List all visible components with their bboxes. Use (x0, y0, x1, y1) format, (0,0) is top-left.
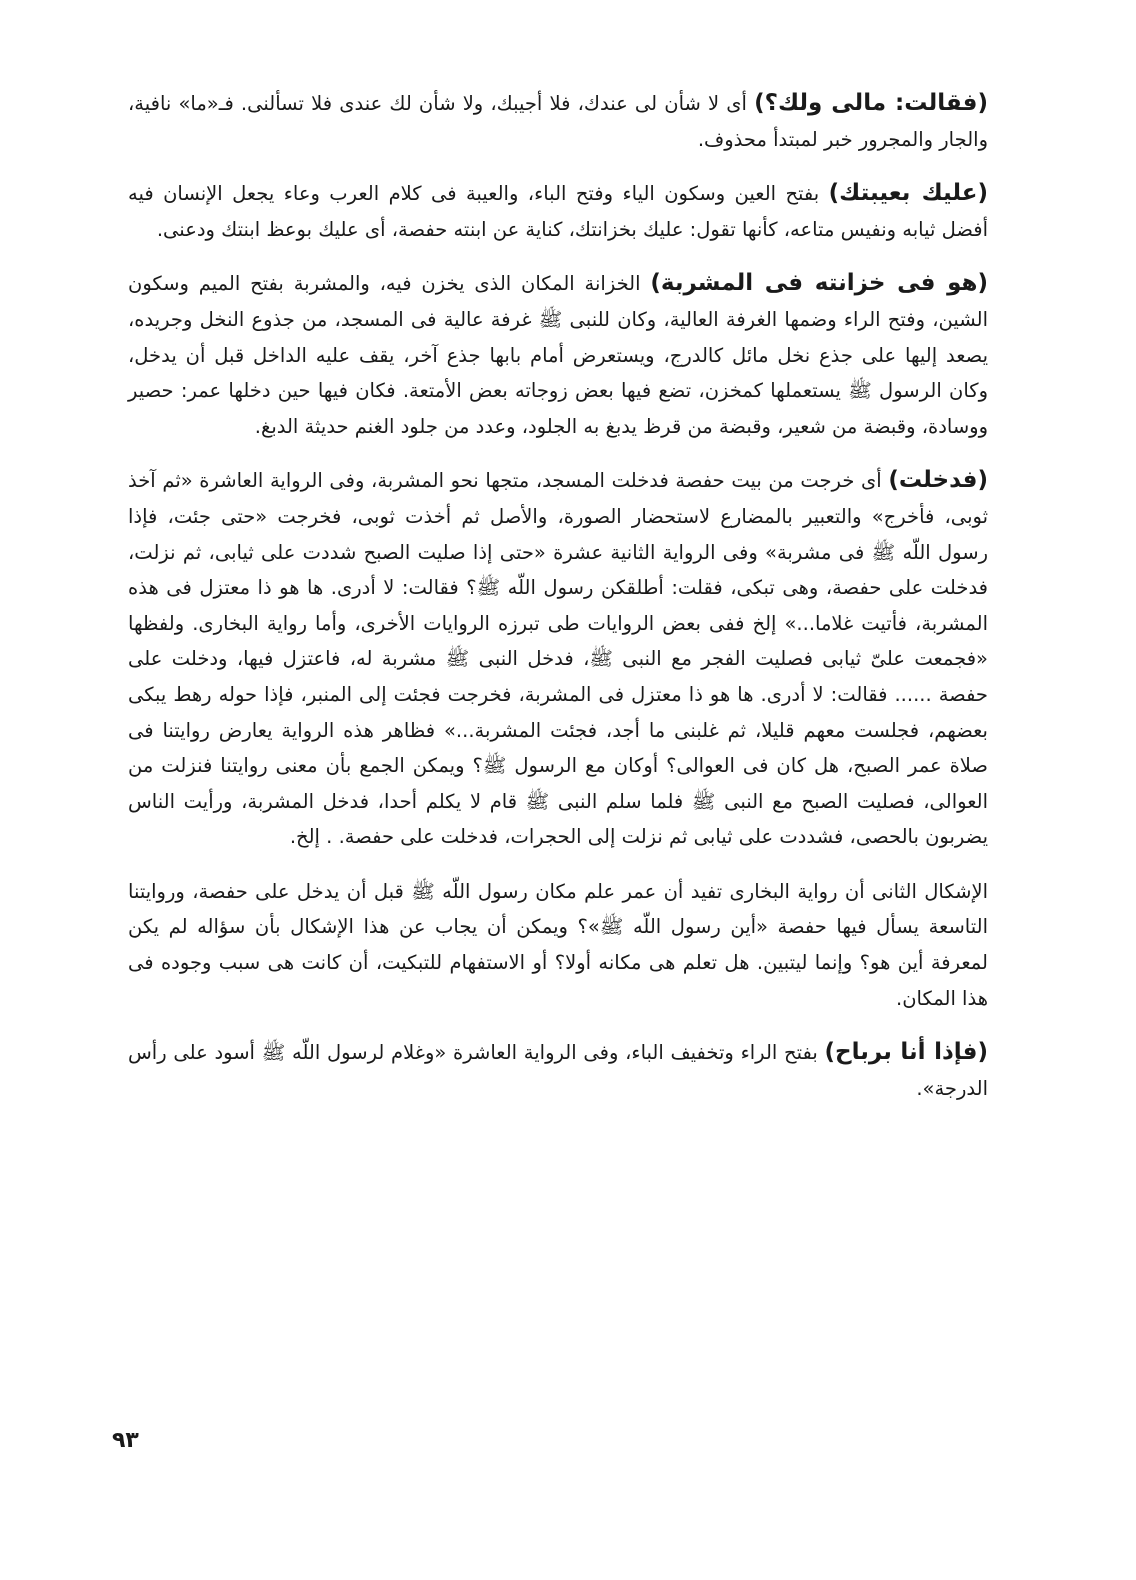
paragraph-5 (128, 874, 988, 1016)
paragraph-6-text: بفتح الراء وتخفيف الباء، وفى الرواية العاشرة «وغلام لرسول اللّه ﷺ أسود على رأس الدرجة». (128, 1041, 988, 1100)
paragraph-1 (128, 86, 988, 157)
page-number: ٩٣ (112, 1428, 139, 1453)
paragraph-3-lead: (هو فى خزانته فى المشربة) (650, 270, 989, 297)
page-body (128, 86, 988, 1125)
paragraph-5-text: الإشكال الثانى أن رواية البخارى تفيد أن عمر علم مكان رسول اللّه ﷺ قبل أن يدخل على حفصة، وروايتنا التاسعة يسأل فيها حفصة «أين رسول اللّه ﷺ»؟ ويمكن أن يجاب عن هذا الإشكال بأن سؤاله لم يكن لمعرفة أين هو؟ وإنما ليتبين. هل تعلم هى مكانه أولا؟ أو الاستفهام للتبكيت، أن كانت هى سبب وجوده فى هذا المكان. (128, 879, 988, 1010)
paragraph-1-text: أى لا شأن لى عندك، فلا أجيبك، ولا شأن لك عندى فلا تسألنى. فـ«ما» نافية، والجار والمجرور خبر لمبتدأ محذوف. (128, 92, 988, 151)
paragraph-3-text: الخزانة المكان الذى يخزن فيه، والمشربة بفتح الميم وسكون الشين، وفتح الراء وضمها الغرفة العالية، وكان للنبى ﷺ غرفة عالية فى المسجد، من جذوع النخل وجريده، يصعد إليها على جذع نخل مائل كالدرج، ويستعرض أمام بابها جذع آخر، يقف عليه الداخل قبل أن يدخل، وكان الرسول ﷺ يستعملها كمخزن، تضع فيها بعض زوجاته بعض الأمتعة. فكان فيها حين دخلها عمر: حصير ووسادة، وقبضة من شعير، وقبضة من قرظ يدبغ به الجلود، وعدد من جلود الغنم حديثة الدبغ. (128, 272, 988, 438)
paragraph-3 (128, 266, 988, 444)
paragraph-2-lead: (عليك بعيبتك) (828, 180, 988, 207)
paragraph-2 (128, 176, 988, 247)
paragraph-4-text: أى خرجت من بيت حفصة فدخلت المسجد، متجها نحو المشربة، وفى الرواية العاشرة «ثم آخذ ثوبى، فأخرج» والتعبير بالمضارع لاستحضار الصورة، والأصل ثم أخذت ثوبى، فخرجت «حتى جئت، فإذا رسول اللّه ﷺ فى مشربة» وفى الرواية الثانية عشرة «حتى إذا صليت الصبح شددت على ثيابى، ثم نزلت، فدخلت على حفصة، وهى تبكى، فقلت: أطلقكن رسول اللّه ﷺ؟ فقالت: لا أدرى. ها هو ذا معتزل فى هذه المشربة، فأتيت غلاما...» إلخ ففى بعض الروايات طى تبرزه الروايات الأخرى، وأما رواية البخارى. ولفظها «فجمعت علىّ ثيابى فصليت الفجر مع النبى ﷺ، فدخل النبى ﷺ مشربة له، فاعتزل فيها، ودخلت على حفصة ...... فقالت: لا أدرى. ها هو ذا معتزل فى المشربة، فخرجت فجئت إلى المنبر، فإذا حوله رهط يبكى بعضهم، فجلست معهم قليلا، ثم غلبنى ما أجد، فجئت المشربة...» فظاهر هذه الرواية يعارض روايتنا فى صلاة عمر الصبح، هل كان فى العوالى؟ أوكان مع الرسول ﷺ؟ ويمكن الجمع بأن معنى روايتنا فنزلت من العوالى، فصليت الصبح مع النبى ﷺ فلما سلم النبى ﷺ قام لا يكلم أحدا، فدخل المشربة، ورأيت الناس يضربون بالحصى، فشددت على ثيابى ثم نزلت إلى الحجرات، فدخلت على حفصة. . إلخ. (128, 469, 988, 849)
paragraph-4-lead: (فدخلت) (888, 467, 988, 494)
paragraph-6 (128, 1035, 988, 1106)
paragraph-6-lead: (فإذا أنا برباح) (824, 1039, 988, 1066)
paragraph-2-text: بفتح العين وسكون الياء وفتح الباء، والعيبة فى كلام العرب وعاء يجعل الإنسان فيه أفضل ثيابه ونفيس متاعه، كأنها تقول: عليك بخزانتك، كناية عن ابنته حفصة، أى عليك بوعظ ابنتك ودعنى. (128, 182, 988, 241)
paragraph-4 (128, 463, 988, 855)
paragraph-1-lead: (فقالت: مالى ولك؟) (754, 90, 988, 116)
